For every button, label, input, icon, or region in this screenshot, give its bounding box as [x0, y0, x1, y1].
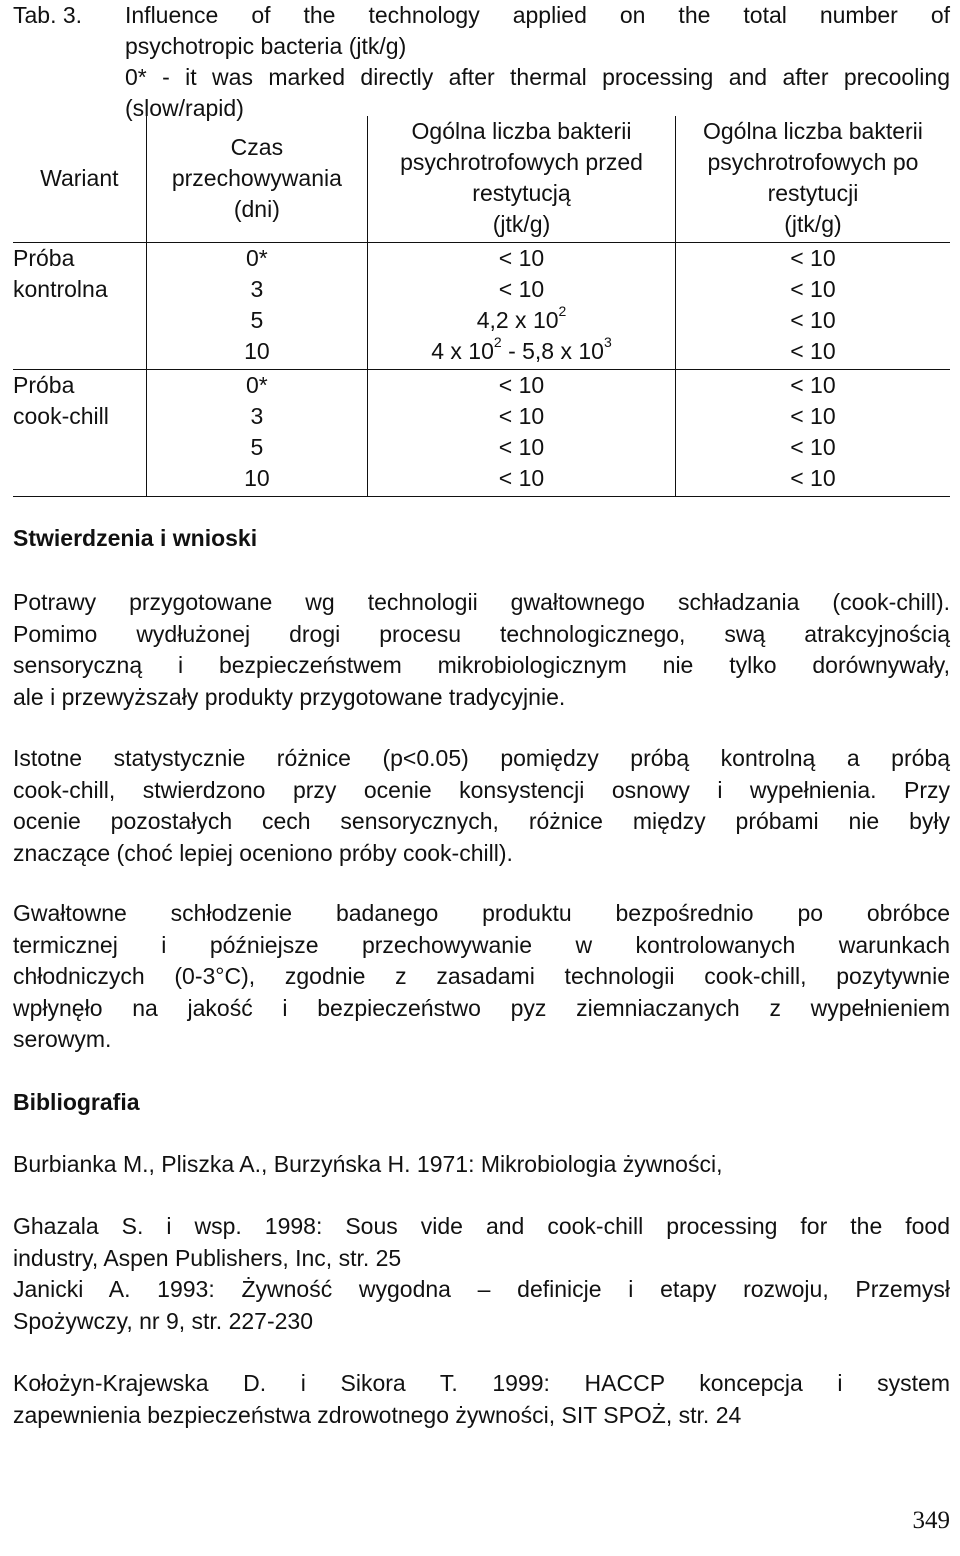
cell-after-cook-chill: < 10 < 10 < 10 < 10 [675, 370, 950, 497]
cell-days-cook-chill: 0* 3 5 10 [146, 370, 368, 497]
document-page [13, 0, 950, 1428]
table-header-row [13, 116, 950, 243]
page-number: 349 [912, 1507, 950, 1534]
reference-3: Janicki A. 1993: Żywność wygodna – definicje i etapy rozwoju, Przemysł Spożywczy, nr 9, str. 227-230 [13, 1276, 950, 1334]
cell-before-control: < 10 < 10 4,2 x $10^2$ 4 x $10^2 - 5,8$ x $10^3$ [368, 243, 676, 370]
caption-line-1: Influence of the technology applied on the total number of [125, 2, 950, 28]
cell-after-control: < 10 < 10 < 10 < 10 [675, 243, 950, 370]
reference-4: Kołożyn-Krajewska D. i Sikora T. 1999: HACCP koncepcja i system zapewnienia bezpieczeństwa zdrowotnego żywności, SIT SPOŻ, str. 24 [13, 1370, 950, 1428]
cell-days-control: 0* 3 5 10 [146, 243, 368, 370]
reference-1: Burbianka M., Pliszka A., Burzyńska H. 1971: Mikrobiologia żywności, [13, 1151, 723, 1177]
bibliography-heading: Bibliografia [13, 1089, 140, 1115]
cell-variant-control: Próba kontrolna [13, 243, 146, 370]
conclusions-paragraph-3: Gwałtowne schłodzenie badanego produktu bezpośrednio po obróbce termicznej i późniejsze przechowywanie w kontrolowanych warunkach chłodniczych (0-3°C), zgodnie z zasadami technologii cook-chill, pozytywnie wpłynęło na jakość i bezpieczeństwo pyz ziemniaczanych z wypełnieniem serowym. [13, 900, 950, 1052]
table-caption [13, 0, 950, 124]
table-label: Tab. 3. [13, 2, 83, 28]
conclusions-paragraph-2: Istotne statystycznie różnice (p<0.05) pomiędzy próbą kontrolną a próbą cook-chill, stwierdzono przy ocenie konsystencji osnowy i wypełnienia. Przy ocenie pozostałych cech sensorycznych, różnice między próbami nie były znaczące (choć lepiej oceniono próby cook-chill). [13, 745, 950, 866]
cell-variant-cook-chill: Próba cook-chill [13, 370, 146, 497]
header-storage-time: Czas przechowywania (dni) [146, 116, 368, 243]
table-row-cook-chill [13, 370, 950, 497]
table-row-control [13, 243, 950, 370]
header-variant: Wariant [13, 116, 146, 243]
header-before-restitution: Ogólna liczba bakterii psychrotrofowych przed restytucją (jtk/g) [368, 116, 676, 243]
caption-line-3: 0* - it was marked directly after thermal processing and after precooling [125, 64, 950, 90]
caption-line-2: psychotropic bacteria (jtk/g) [125, 33, 407, 59]
header-after-restitution: Ogólna liczba bakterii psychrotrofowych po restytucji (jtk/g) [675, 116, 950, 243]
conclusions-heading: Stwierdzenia i wnioski [13, 525, 258, 551]
conclusions-paragraph-1: Potrawy przygotowane wg technologii gwałtownego schładzania (cook-chill). Pomimo wydłużonej drogi procesu technologicznego, swą atrakcyjnością sensoryczną i bezpieczeństwem mikrobiologicznym nie tylko dorównywały, ale i przewyższały produkty przygotowane tradycyjnie. [13, 589, 950, 710]
caption-line-4: (slow/rapid) [125, 95, 244, 121]
cell-before-cook-chill: < 10 < 10 < 10 < 10 [368, 370, 676, 497]
bacteria-table [13, 116, 950, 497]
reference-2: Ghazala S. i wsp. 1998: Sous vide and cook-chill processing for the food industry, Aspen Publishers, Inc, str. 25 [13, 1213, 950, 1271]
